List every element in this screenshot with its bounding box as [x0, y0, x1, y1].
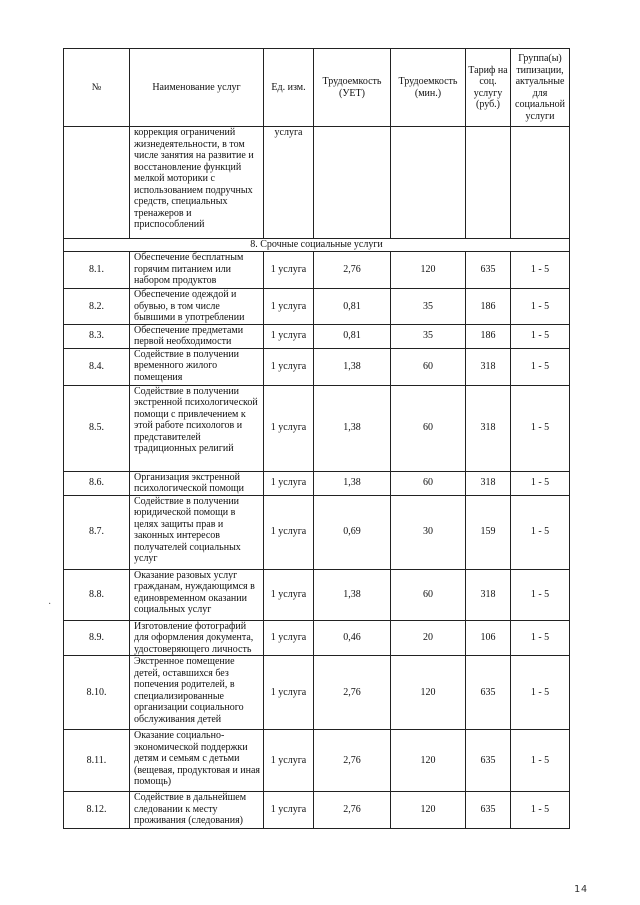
row-labor-min: 120: [391, 730, 466, 792]
row-num: 8.6.: [64, 471, 130, 495]
continuation-name: коррекция ограничений жизнедеятельности, в том числе занятия на развитие и восстановление функций мелкой моторики с использованием подручных средств, специальных тренажеров и приспособлений: [130, 127, 264, 239]
header-num: №: [64, 49, 130, 127]
row-groups: 1 - 5: [511, 730, 570, 792]
continuation-row: [64, 127, 570, 239]
row-groups: 1 - 5: [511, 471, 570, 495]
row-name: Организация экстренной психологической помощи: [130, 471, 264, 495]
row-name: Экстренное помещение детей, оставшихся без попечения родителей, в специализированные организации социального обслуживания детей: [130, 656, 264, 730]
row-name: Содействие в получении экстренной психологической помощи с привлечением к этой работе психологов и представителей традиционных религий: [130, 385, 264, 471]
row-groups: 1 - 5: [511, 792, 570, 829]
row-labor-uet: 2,76: [314, 252, 391, 289]
continuation-empty-cell: [466, 127, 511, 239]
row-num: 8.2.: [64, 289, 130, 325]
row-labor-min: 60: [391, 348, 466, 385]
row-unit: 1 услуга: [264, 471, 314, 495]
table-row: [64, 730, 570, 792]
table-row: [64, 289, 570, 325]
row-num: 8.7.: [64, 495, 130, 569]
row-groups: 1 - 5: [511, 289, 570, 325]
header-labor-uet: Трудоемкость (УЕТ): [314, 49, 391, 127]
row-labor-min: 30: [391, 495, 466, 569]
row-name: Обеспечение одеждой и обувью, в том числе бывшими в употреблении: [130, 289, 264, 325]
row-labor-uet: 1,38: [314, 471, 391, 495]
row-labor-min: 35: [391, 289, 466, 325]
row-num: 8.9.: [64, 620, 130, 656]
row-unit: 1 услуга: [264, 385, 314, 471]
row-name: Изготовление фотографий для оформления документа, удостоверяющего личность: [130, 620, 264, 656]
row-labor-uet: 2,76: [314, 730, 391, 792]
row-tariff: 186: [466, 289, 511, 325]
row-labor-uet: 0,46: [314, 620, 391, 656]
row-groups: 1 - 5: [511, 620, 570, 656]
row-name: Содействие в получении юридической помощи в целях защиты прав и законных интересов получателей социальных услуг: [130, 495, 264, 569]
row-tariff: 106: [466, 620, 511, 656]
row-unit: 1 услуга: [264, 289, 314, 325]
row-name: Оказание разовых услуг гражданам, нуждающимся в единовременном оказании социальных услуг: [130, 569, 264, 620]
continuation-empty-cell: [314, 127, 391, 239]
table-row: [64, 324, 570, 348]
row-labor-min: 120: [391, 656, 466, 730]
row-name: Содействие в дальнейшем следовании к месту проживания (следования): [130, 792, 264, 829]
row-unit: 1 услуга: [264, 495, 314, 569]
continuation-num: [64, 127, 130, 239]
row-labor-uet: 0,69: [314, 495, 391, 569]
row-groups: 1 - 5: [511, 324, 570, 348]
section-heading-row: [64, 239, 570, 252]
table-row: [64, 252, 570, 289]
row-labor-min: 120: [391, 252, 466, 289]
row-labor-uet: 0,81: [314, 289, 391, 325]
row-groups: 1 - 5: [511, 385, 570, 471]
page-number: 14: [574, 884, 589, 895]
row-num: 8.11.: [64, 730, 130, 792]
row-name: Содействие в получении временного жилого помещения: [130, 348, 264, 385]
row-tariff: 635: [466, 792, 511, 829]
row-unit: 1 услуга: [264, 252, 314, 289]
header-name: Наименование услуг: [130, 49, 264, 127]
row-labor-uet: 2,76: [314, 656, 391, 730]
row-labor-uet: 2,76: [314, 792, 391, 829]
row-groups: 1 - 5: [511, 656, 570, 730]
row-labor-min: 60: [391, 385, 466, 471]
row-unit: 1 услуга: [264, 620, 314, 656]
row-labor-min: 60: [391, 569, 466, 620]
header-tariff: Тариф на соц. услугу (руб.): [466, 49, 511, 127]
row-groups: 1 - 5: [511, 348, 570, 385]
row-num: 8.4.: [64, 348, 130, 385]
row-labor-min: 20: [391, 620, 466, 656]
row-tariff: 635: [466, 656, 511, 730]
table-row: [64, 656, 570, 730]
row-labor-uet: 1,38: [314, 385, 391, 471]
continuation-unit: услуга: [264, 127, 314, 239]
row-tariff: 318: [466, 569, 511, 620]
row-num: 8.5.: [64, 385, 130, 471]
row-tariff: 635: [466, 252, 511, 289]
row-groups: 1 - 5: [511, 569, 570, 620]
margin-mark: ·: [48, 599, 52, 610]
row-labor-min: 35: [391, 324, 466, 348]
row-labor-uet: 1,38: [314, 569, 391, 620]
row-unit: 1 услуга: [264, 569, 314, 620]
row-num: 8.3.: [64, 324, 130, 348]
table-row: [64, 569, 570, 620]
row-num: 8.8.: [64, 569, 130, 620]
row-num: 8.12.: [64, 792, 130, 829]
row-labor-min: 60: [391, 471, 466, 495]
row-unit: 1 услуга: [264, 792, 314, 829]
section-heading: 8. Срочные социальные услуги: [64, 239, 570, 252]
row-groups: 1 - 5: [511, 495, 570, 569]
table-row: [64, 471, 570, 495]
header-unit: Ед. изм.: [264, 49, 314, 127]
row-unit: 1 услуга: [264, 656, 314, 730]
row-tariff: 318: [466, 471, 511, 495]
row-num: 8.1.: [64, 252, 130, 289]
row-labor-uet: 1,38: [314, 348, 391, 385]
row-name: Обеспечение бесплатным горячим питанием или набором продуктов: [130, 252, 264, 289]
continuation-empty-cell: [511, 127, 570, 239]
table-row: [64, 348, 570, 385]
table-row: [64, 620, 570, 656]
header-groups: Группа(ы) типизации, актуальные для социальной услуги: [511, 49, 570, 127]
row-num: 8.10.: [64, 656, 130, 730]
row-unit: 1 услуга: [264, 324, 314, 348]
row-tariff: 159: [466, 495, 511, 569]
table-row: [64, 792, 570, 829]
row-labor-min: 120: [391, 792, 466, 829]
header-labor-min: Трудоемкость (мин.): [391, 49, 466, 127]
table-row: [64, 385, 570, 471]
row-unit: 1 услуга: [264, 730, 314, 792]
row-name: Обеспечение предметами первой необходимости: [130, 324, 264, 348]
row-groups: 1 - 5: [511, 252, 570, 289]
row-unit: 1 услуга: [264, 348, 314, 385]
row-name: Оказание социально-экономической поддержки детям и семьям с детьми (вещевая, продуктовая и иная помощь): [130, 730, 264, 792]
table-header-row: [64, 49, 570, 127]
table-row: [64, 495, 570, 569]
row-tariff: 186: [466, 324, 511, 348]
continuation-empty-cell: [391, 127, 466, 239]
row-tariff: 635: [466, 730, 511, 792]
row-tariff: 318: [466, 385, 511, 471]
row-tariff: 318: [466, 348, 511, 385]
row-labor-uet: 0,81: [314, 324, 391, 348]
services-table: [63, 48, 570, 829]
